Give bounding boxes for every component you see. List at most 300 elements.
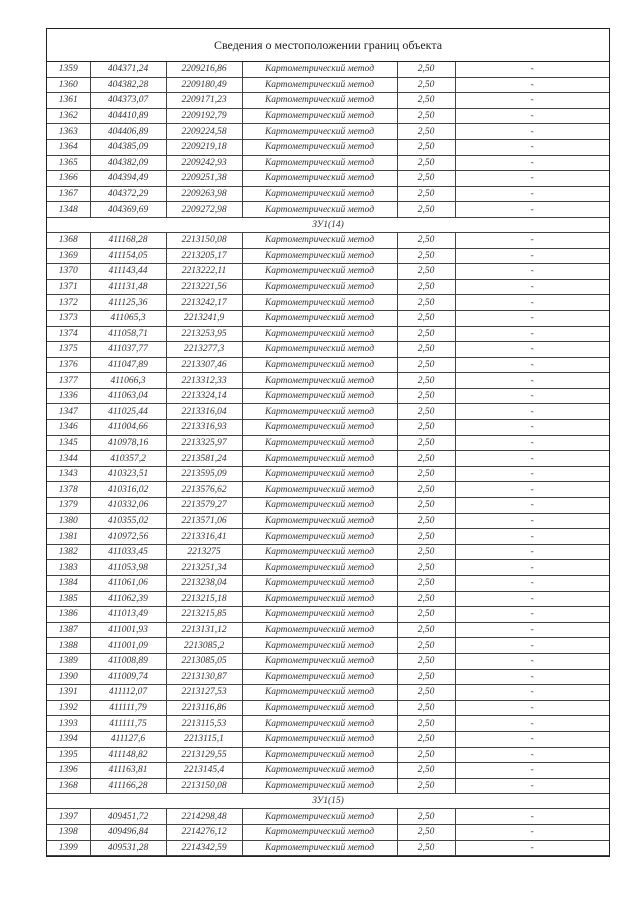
table-row bbox=[47, 295, 609, 311]
x-coordinate-cell: 411004,66 bbox=[90, 420, 166, 436]
y-coordinate-cell: 2213576,62 bbox=[166, 482, 242, 498]
note-cell: - bbox=[455, 731, 609, 747]
coordinates-table-body bbox=[47, 62, 609, 856]
note-cell: - bbox=[455, 186, 609, 202]
accuracy-cell: 2,50 bbox=[397, 529, 455, 545]
method-cell: Картометрический метод bbox=[242, 264, 397, 280]
note-cell: - bbox=[455, 622, 609, 638]
table-row bbox=[47, 824, 609, 840]
method-cell: Картометрический метод bbox=[242, 388, 397, 404]
table-row bbox=[47, 544, 609, 560]
table-row bbox=[47, 77, 609, 93]
note-cell: - bbox=[455, 560, 609, 576]
note-cell: - bbox=[455, 93, 609, 109]
accuracy-cell: 2,50 bbox=[397, 466, 455, 482]
method-cell: Картометрический метод bbox=[242, 716, 397, 732]
table-row bbox=[47, 388, 609, 404]
note-cell: - bbox=[455, 420, 609, 436]
method-cell: Картометрический метод bbox=[242, 498, 397, 514]
accuracy-cell: 2,50 bbox=[397, 124, 455, 140]
accuracy-cell: 2,50 bbox=[397, 357, 455, 373]
y-coordinate-cell: 2213129,55 bbox=[166, 747, 242, 763]
x-coordinate-cell: 410316,02 bbox=[90, 482, 166, 498]
accuracy-cell: 2,50 bbox=[397, 638, 455, 654]
point-number-cell: 1362 bbox=[47, 108, 90, 124]
point-number-cell: 1381 bbox=[47, 529, 90, 545]
x-coordinate-cell: 411168,28 bbox=[90, 232, 166, 248]
note-cell: - bbox=[455, 638, 609, 654]
x-coordinate-cell: 404406,89 bbox=[90, 124, 166, 140]
section-label: ЗУ1(14) bbox=[47, 217, 609, 232]
x-coordinate-cell: 411143,44 bbox=[90, 264, 166, 280]
x-coordinate-cell: 411001,09 bbox=[90, 638, 166, 654]
point-number-cell: 1389 bbox=[47, 653, 90, 669]
method-cell: Картометрический метод bbox=[242, 840, 397, 856]
accuracy-cell: 2,50 bbox=[397, 685, 455, 701]
accuracy-cell: 2,50 bbox=[397, 763, 455, 779]
point-number-cell: 1385 bbox=[47, 591, 90, 607]
point-number-cell: 1392 bbox=[47, 700, 90, 716]
table-row bbox=[47, 139, 609, 155]
point-number-cell: 1378 bbox=[47, 482, 90, 498]
accuracy-cell: 2,50 bbox=[397, 435, 455, 451]
method-cell: Картометрический метод bbox=[242, 560, 397, 576]
accuracy-cell: 2,50 bbox=[397, 420, 455, 436]
y-coordinate-cell: 2209263,98 bbox=[166, 186, 242, 202]
table-row bbox=[47, 653, 609, 669]
point-number-cell: 1345 bbox=[47, 435, 90, 451]
method-cell: Картометрический метод bbox=[242, 202, 397, 218]
table-row bbox=[47, 451, 609, 467]
accuracy-cell: 2,50 bbox=[397, 186, 455, 202]
method-cell: Картометрический метод bbox=[242, 124, 397, 140]
y-coordinate-cell: 2213205,17 bbox=[166, 248, 242, 264]
accuracy-cell: 2,50 bbox=[397, 747, 455, 763]
table-row bbox=[47, 482, 609, 498]
point-number-cell: 1368 bbox=[47, 778, 90, 794]
note-cell: - bbox=[455, 124, 609, 140]
table-row bbox=[47, 747, 609, 763]
y-coordinate-cell: 2213579,27 bbox=[166, 498, 242, 514]
table-row bbox=[47, 93, 609, 109]
point-number-cell: 1376 bbox=[47, 357, 90, 373]
accuracy-cell: 2,50 bbox=[397, 62, 455, 77]
x-coordinate-cell: 410978,16 bbox=[90, 435, 166, 451]
accuracy-cell: 2,50 bbox=[397, 342, 455, 358]
x-coordinate-cell: 411163,81 bbox=[90, 763, 166, 779]
accuracy-cell: 2,50 bbox=[397, 482, 455, 498]
coordinates-table bbox=[47, 62, 609, 856]
y-coordinate-cell: 2213116,86 bbox=[166, 700, 242, 716]
y-coordinate-cell: 2213251,34 bbox=[166, 560, 242, 576]
x-coordinate-cell: 411058,71 bbox=[90, 326, 166, 342]
x-coordinate-cell: 404394,49 bbox=[90, 171, 166, 187]
table-row bbox=[47, 700, 609, 716]
note-cell: - bbox=[455, 607, 609, 623]
point-number-cell: 1369 bbox=[47, 248, 90, 264]
note-cell: - bbox=[455, 202, 609, 218]
point-number-cell: 1384 bbox=[47, 576, 90, 592]
point-number-cell: 1348 bbox=[47, 202, 90, 218]
point-number-cell: 1368 bbox=[47, 232, 90, 248]
point-number-cell: 1364 bbox=[47, 139, 90, 155]
point-number-cell: 1383 bbox=[47, 560, 90, 576]
y-coordinate-cell: 2213316,93 bbox=[166, 420, 242, 436]
method-cell: Картометрический метод bbox=[242, 232, 397, 248]
y-coordinate-cell: 2213325,97 bbox=[166, 435, 242, 451]
y-coordinate-cell: 2213215,18 bbox=[166, 591, 242, 607]
accuracy-cell: 2,50 bbox=[397, 388, 455, 404]
y-coordinate-cell: 2213324,14 bbox=[166, 388, 242, 404]
accuracy-cell: 2,50 bbox=[397, 560, 455, 576]
x-coordinate-cell: 409451,72 bbox=[90, 809, 166, 825]
note-cell: - bbox=[455, 155, 609, 171]
y-coordinate-cell: 2209219,18 bbox=[166, 139, 242, 155]
point-number-cell: 1336 bbox=[47, 388, 90, 404]
note-cell: - bbox=[455, 513, 609, 529]
y-coordinate-cell: 2213242,17 bbox=[166, 295, 242, 311]
x-coordinate-cell: 404410,89 bbox=[90, 108, 166, 124]
section-label: ЗУ1(15) bbox=[47, 794, 609, 809]
x-coordinate-cell: 404369,69 bbox=[90, 202, 166, 218]
y-coordinate-cell: 2213277,3 bbox=[166, 342, 242, 358]
note-cell: - bbox=[455, 809, 609, 825]
table-row bbox=[47, 279, 609, 295]
y-coordinate-cell: 2209180,49 bbox=[166, 77, 242, 93]
note-cell: - bbox=[455, 77, 609, 93]
method-cell: Картометрический метод bbox=[242, 77, 397, 93]
method-cell: Картометрический метод bbox=[242, 435, 397, 451]
point-number-cell: 1344 bbox=[47, 451, 90, 467]
x-coordinate-cell: 410355,02 bbox=[90, 513, 166, 529]
point-number-cell: 1360 bbox=[47, 77, 90, 93]
note-cell: - bbox=[455, 373, 609, 389]
accuracy-cell: 2,50 bbox=[397, 77, 455, 93]
y-coordinate-cell: 2209224,58 bbox=[166, 124, 242, 140]
point-number-cell: 1373 bbox=[47, 310, 90, 326]
table-row bbox=[47, 840, 609, 856]
table-row bbox=[47, 342, 609, 358]
point-number-cell: 1372 bbox=[47, 295, 90, 311]
accuracy-cell: 2,50 bbox=[397, 498, 455, 514]
method-cell: Картометрический метод bbox=[242, 326, 397, 342]
point-number-cell: 1394 bbox=[47, 731, 90, 747]
x-coordinate-cell: 411008,89 bbox=[90, 653, 166, 669]
table-row bbox=[47, 669, 609, 685]
x-coordinate-cell: 411047,89 bbox=[90, 357, 166, 373]
x-coordinate-cell: 410357,2 bbox=[90, 451, 166, 467]
y-coordinate-cell: 2213115,53 bbox=[166, 716, 242, 732]
x-coordinate-cell: 411025,44 bbox=[90, 404, 166, 420]
table-row bbox=[47, 809, 609, 825]
x-coordinate-cell: 404382,28 bbox=[90, 77, 166, 93]
accuracy-cell: 2,50 bbox=[397, 232, 455, 248]
note-cell: - bbox=[455, 295, 609, 311]
point-number-cell: 1398 bbox=[47, 824, 90, 840]
method-cell: Картометрический метод bbox=[242, 420, 397, 436]
note-cell: - bbox=[455, 388, 609, 404]
note-cell: - bbox=[455, 326, 609, 342]
note-cell: - bbox=[455, 840, 609, 856]
point-number-cell: 1391 bbox=[47, 685, 90, 701]
section-row bbox=[47, 794, 609, 809]
x-coordinate-cell: 409496,84 bbox=[90, 824, 166, 840]
table-row bbox=[47, 373, 609, 389]
note-cell: - bbox=[455, 716, 609, 732]
method-cell: Картометрический метод bbox=[242, 591, 397, 607]
accuracy-cell: 2,50 bbox=[397, 326, 455, 342]
point-number-cell: 1361 bbox=[47, 93, 90, 109]
point-number-cell: 1393 bbox=[47, 716, 90, 732]
accuracy-cell: 2,50 bbox=[397, 716, 455, 732]
accuracy-cell: 2,50 bbox=[397, 171, 455, 187]
point-number-cell: 1370 bbox=[47, 264, 90, 280]
accuracy-cell: 2,50 bbox=[397, 202, 455, 218]
note-cell: - bbox=[455, 357, 609, 373]
method-cell: Картометрический метод bbox=[242, 451, 397, 467]
y-coordinate-cell: 2213150,08 bbox=[166, 778, 242, 794]
x-coordinate-cell: 411013,49 bbox=[90, 607, 166, 623]
method-cell: Картометрический метод bbox=[242, 513, 397, 529]
accuracy-cell: 2,50 bbox=[397, 248, 455, 264]
note-cell: - bbox=[455, 685, 609, 701]
table-row bbox=[47, 155, 609, 171]
x-coordinate-cell: 409531,28 bbox=[90, 840, 166, 856]
note-cell: - bbox=[455, 435, 609, 451]
table-row bbox=[47, 248, 609, 264]
accuracy-cell: 2,50 bbox=[397, 108, 455, 124]
accuracy-cell: 2,50 bbox=[397, 576, 455, 592]
point-number-cell: 1343 bbox=[47, 466, 90, 482]
note-cell: - bbox=[455, 310, 609, 326]
x-coordinate-cell: 411009,74 bbox=[90, 669, 166, 685]
table-row bbox=[47, 778, 609, 794]
point-number-cell: 1366 bbox=[47, 171, 90, 187]
y-coordinate-cell: 2209171,23 bbox=[166, 93, 242, 109]
y-coordinate-cell: 2213127,53 bbox=[166, 685, 242, 701]
y-coordinate-cell: 2209216,86 bbox=[166, 62, 242, 77]
table-row bbox=[47, 108, 609, 124]
x-coordinate-cell: 410332,06 bbox=[90, 498, 166, 514]
table-row bbox=[47, 466, 609, 482]
method-cell: Картометрический метод bbox=[242, 763, 397, 779]
table-row bbox=[47, 685, 609, 701]
method-cell: Картометрический метод bbox=[242, 482, 397, 498]
y-coordinate-cell: 2213222,11 bbox=[166, 264, 242, 280]
table-row bbox=[47, 498, 609, 514]
table-row bbox=[47, 310, 609, 326]
point-number-cell: 1346 bbox=[47, 420, 90, 436]
point-number-cell: 1390 bbox=[47, 669, 90, 685]
note-cell: - bbox=[455, 529, 609, 545]
accuracy-cell: 2,50 bbox=[397, 404, 455, 420]
x-coordinate-cell: 411062,39 bbox=[90, 591, 166, 607]
note-cell: - bbox=[455, 466, 609, 482]
x-coordinate-cell: 410972,56 bbox=[90, 529, 166, 545]
note-cell: - bbox=[455, 342, 609, 358]
y-coordinate-cell: 2213115,1 bbox=[166, 731, 242, 747]
method-cell: Картометрический метод bbox=[242, 186, 397, 202]
table-row bbox=[47, 202, 609, 218]
table-row bbox=[47, 576, 609, 592]
point-number-cell: 1388 bbox=[47, 638, 90, 654]
note-cell: - bbox=[455, 824, 609, 840]
point-number-cell: 1347 bbox=[47, 404, 90, 420]
point-number-cell: 1396 bbox=[47, 763, 90, 779]
note-cell: - bbox=[455, 139, 609, 155]
note-cell: - bbox=[455, 404, 609, 420]
table-row bbox=[47, 591, 609, 607]
method-cell: Картометрический метод bbox=[242, 62, 397, 77]
x-coordinate-cell: 411033,45 bbox=[90, 544, 166, 560]
y-coordinate-cell: 2213571,06 bbox=[166, 513, 242, 529]
point-number-cell: 1387 bbox=[47, 622, 90, 638]
y-coordinate-cell: 2213221,56 bbox=[166, 279, 242, 295]
accuracy-cell: 2,50 bbox=[397, 155, 455, 171]
coordinates-sheet bbox=[46, 28, 610, 857]
y-coordinate-cell: 2213275 bbox=[166, 544, 242, 560]
note-cell: - bbox=[455, 763, 609, 779]
table-row bbox=[47, 716, 609, 732]
y-coordinate-cell: 2213150,08 bbox=[166, 232, 242, 248]
y-coordinate-cell: 2213581,24 bbox=[166, 451, 242, 467]
y-coordinate-cell: 2213238,04 bbox=[166, 576, 242, 592]
x-coordinate-cell: 411061,06 bbox=[90, 576, 166, 592]
accuracy-cell: 2,50 bbox=[397, 731, 455, 747]
note-cell: - bbox=[455, 171, 609, 187]
accuracy-cell: 2,50 bbox=[397, 809, 455, 825]
accuracy-cell: 2,50 bbox=[397, 295, 455, 311]
note-cell: - bbox=[455, 482, 609, 498]
x-coordinate-cell: 411127,6 bbox=[90, 731, 166, 747]
note-cell: - bbox=[455, 747, 609, 763]
table-row bbox=[47, 124, 609, 140]
method-cell: Картометрический метод bbox=[242, 731, 397, 747]
table-row bbox=[47, 513, 609, 529]
table-title: Сведения о местоположении границ объекта bbox=[47, 29, 609, 62]
note-cell: - bbox=[455, 700, 609, 716]
accuracy-cell: 2,50 bbox=[397, 669, 455, 685]
table-row bbox=[47, 62, 609, 77]
note-cell: - bbox=[455, 544, 609, 560]
y-coordinate-cell: 2213085,05 bbox=[166, 653, 242, 669]
point-number-cell: 1386 bbox=[47, 607, 90, 623]
point-number-cell: 1359 bbox=[47, 62, 90, 77]
accuracy-cell: 2,50 bbox=[397, 513, 455, 529]
section-row bbox=[47, 217, 609, 232]
method-cell: Картометрический метод bbox=[242, 171, 397, 187]
x-coordinate-cell: 404382,09 bbox=[90, 155, 166, 171]
x-coordinate-cell: 404385,09 bbox=[90, 139, 166, 155]
accuracy-cell: 2,50 bbox=[397, 700, 455, 716]
note-cell: - bbox=[455, 669, 609, 685]
method-cell: Картометрический метод bbox=[242, 544, 397, 560]
point-number-cell: 1371 bbox=[47, 279, 90, 295]
point-number-cell: 1399 bbox=[47, 840, 90, 856]
method-cell: Картометрический метод bbox=[242, 108, 397, 124]
x-coordinate-cell: 411053,98 bbox=[90, 560, 166, 576]
note-cell: - bbox=[455, 498, 609, 514]
method-cell: Картометрический метод bbox=[242, 700, 397, 716]
x-coordinate-cell: 404373,07 bbox=[90, 93, 166, 109]
point-number-cell: 1363 bbox=[47, 124, 90, 140]
note-cell: - bbox=[455, 248, 609, 264]
point-number-cell: 1379 bbox=[47, 498, 90, 514]
method-cell: Картометрический метод bbox=[242, 778, 397, 794]
y-coordinate-cell: 2214298,48 bbox=[166, 809, 242, 825]
table-row bbox=[47, 529, 609, 545]
accuracy-cell: 2,50 bbox=[397, 824, 455, 840]
table-row bbox=[47, 171, 609, 187]
method-cell: Картометрический метод bbox=[242, 466, 397, 482]
table-row bbox=[47, 404, 609, 420]
point-number-cell: 1377 bbox=[47, 373, 90, 389]
method-cell: Картометрический метод bbox=[242, 310, 397, 326]
x-coordinate-cell: 411111,75 bbox=[90, 716, 166, 732]
note-cell: - bbox=[455, 778, 609, 794]
note-cell: - bbox=[455, 451, 609, 467]
y-coordinate-cell: 2213241,9 bbox=[166, 310, 242, 326]
method-cell: Картометрический метод bbox=[242, 357, 397, 373]
accuracy-cell: 2,50 bbox=[397, 778, 455, 794]
y-coordinate-cell: 2213595,09 bbox=[166, 466, 242, 482]
table-row bbox=[47, 638, 609, 654]
x-coordinate-cell: 411037,77 bbox=[90, 342, 166, 358]
point-number-cell: 1365 bbox=[47, 155, 90, 171]
method-cell: Картометрический метод bbox=[242, 373, 397, 389]
table-row bbox=[47, 435, 609, 451]
x-coordinate-cell: 404371,24 bbox=[90, 62, 166, 77]
method-cell: Картометрический метод bbox=[242, 279, 397, 295]
y-coordinate-cell: 2213145,4 bbox=[166, 763, 242, 779]
accuracy-cell: 2,50 bbox=[397, 653, 455, 669]
accuracy-cell: 2,50 bbox=[397, 622, 455, 638]
y-coordinate-cell: 2214276,12 bbox=[166, 824, 242, 840]
note-cell: - bbox=[455, 591, 609, 607]
y-coordinate-cell: 2213316,04 bbox=[166, 404, 242, 420]
method-cell: Картометрический метод bbox=[242, 139, 397, 155]
table-row bbox=[47, 607, 609, 623]
y-coordinate-cell: 2214342,59 bbox=[166, 840, 242, 856]
note-cell: - bbox=[455, 576, 609, 592]
y-coordinate-cell: 2213253,95 bbox=[166, 326, 242, 342]
method-cell: Картометрический метод bbox=[242, 638, 397, 654]
method-cell: Картометрический метод bbox=[242, 93, 397, 109]
accuracy-cell: 2,50 bbox=[397, 373, 455, 389]
method-cell: Картометрический метод bbox=[242, 809, 397, 825]
point-number-cell: 1367 bbox=[47, 186, 90, 202]
note-cell: - bbox=[455, 653, 609, 669]
accuracy-cell: 2,50 bbox=[397, 93, 455, 109]
note-cell: - bbox=[455, 232, 609, 248]
y-coordinate-cell: 2213131,12 bbox=[166, 622, 242, 638]
x-coordinate-cell: 411166,28 bbox=[90, 778, 166, 794]
method-cell: Картометрический метод bbox=[242, 747, 397, 763]
y-coordinate-cell: 2209242,93 bbox=[166, 155, 242, 171]
method-cell: Картометрический метод bbox=[242, 342, 397, 358]
y-coordinate-cell: 2209251,38 bbox=[166, 171, 242, 187]
x-coordinate-cell: 411131,48 bbox=[90, 279, 166, 295]
accuracy-cell: 2,50 bbox=[397, 310, 455, 326]
x-coordinate-cell: 411125,36 bbox=[90, 295, 166, 311]
method-cell: Картометрический метод bbox=[242, 653, 397, 669]
method-cell: Картометрический метод bbox=[242, 295, 397, 311]
note-cell: - bbox=[455, 108, 609, 124]
x-coordinate-cell: 411148,82 bbox=[90, 747, 166, 763]
method-cell: Картометрический метод bbox=[242, 529, 397, 545]
y-coordinate-cell: 2213215,85 bbox=[166, 607, 242, 623]
table-row bbox=[47, 326, 609, 342]
